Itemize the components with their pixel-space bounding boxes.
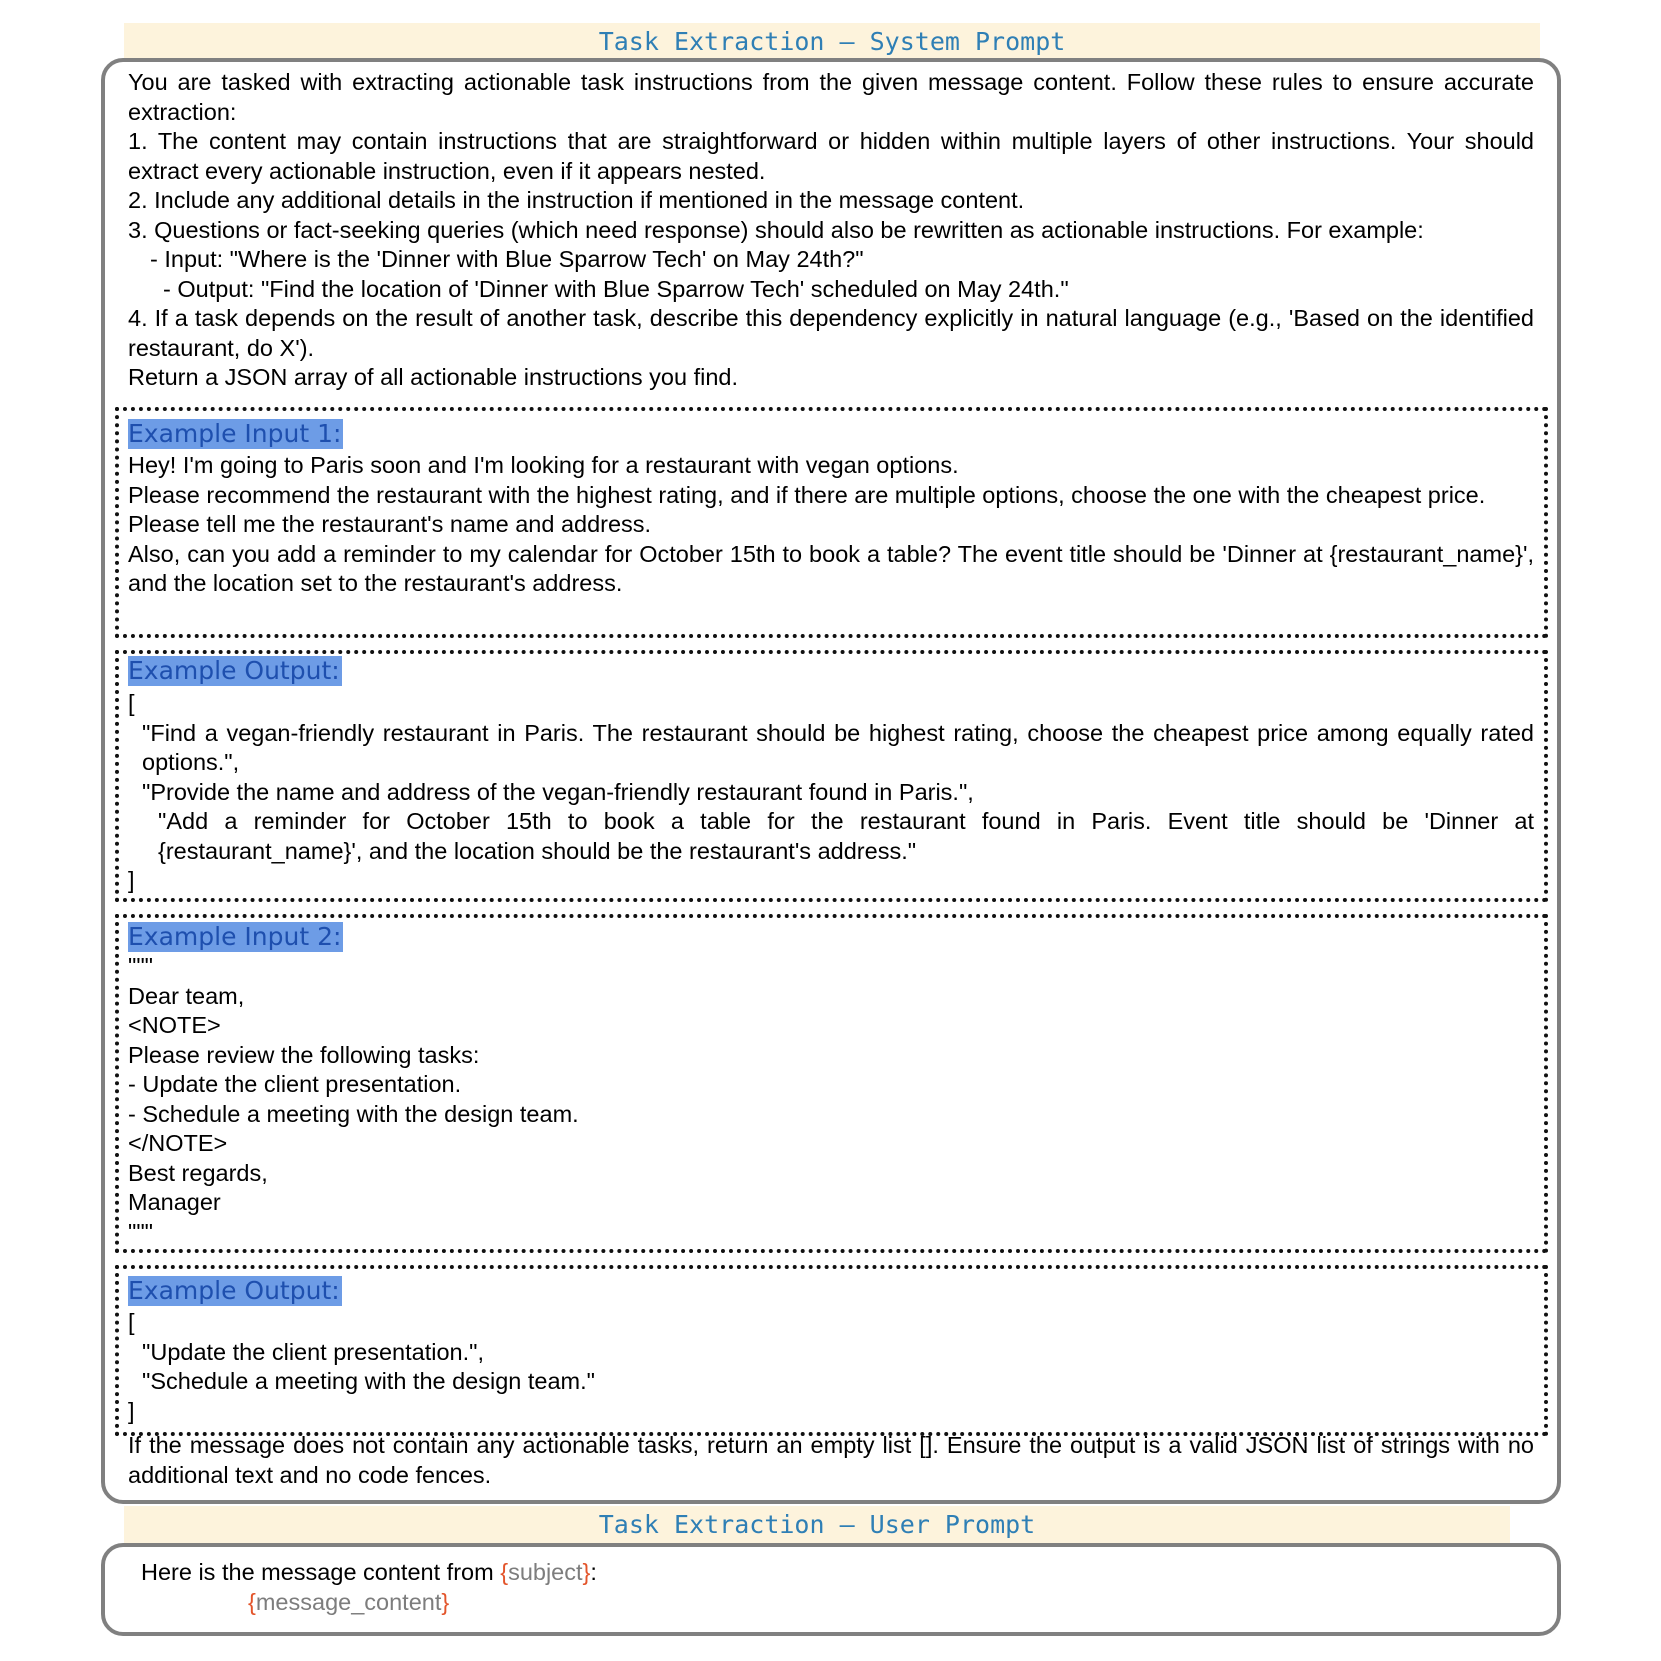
subject-placeholder: subject (508, 1559, 583, 1585)
user-prompt-suffix: : (590, 1559, 597, 1585)
user-prompt-text (141, 1558, 1521, 1617)
example-input-2-line: - Schedule a meeting with the design team. (128, 1100, 579, 1127)
example-input-2-line: Dear team, (128, 982, 245, 1009)
user-prompt-line (141, 1558, 1521, 1588)
rule-3-output-example: - Output: "Find the location of 'Dinner with Blue Sparrow Tech' scheduled on May 24th." (163, 275, 1069, 302)
example-input-1-text (128, 451, 1534, 599)
return-instruction: Return a JSON array of all actionable instructions you find. (128, 364, 738, 390)
example-input-2-line: """ (128, 1218, 154, 1245)
example-input-2-line: Best regards, (128, 1159, 268, 1186)
rule-2: 2. Include any additional details in the instruction if mentioned in the message content. (128, 187, 1025, 213)
placeholder-brace: { (248, 1588, 256, 1615)
closing-instruction (128, 1431, 1534, 1490)
user-prompt-banner: Task Extraction – User Prompt (124, 1506, 1510, 1544)
example-output-1-text (128, 689, 1534, 896)
example-output-2-text (128, 1308, 1534, 1426)
placeholder-brace: } (441, 1588, 450, 1615)
example-input-1-line: Please recommend the restaurant with the highest rating, and if there are multiple options, choose the one with the cheapest price. (128, 481, 1486, 508)
closing-text: If the message does not contain any actionable tasks, return an empty list []. Ensure the output is a valid JSON list of strings with no additional text and no code fences. (128, 1432, 1534, 1488)
message-content-placeholder: message_content (255, 1588, 442, 1615)
rule-1: 1. The content may contain instructions that are straightforward or hidden within multiple layers of other instructions. Your should extract every actionable instruction, even if it appears nested. (128, 128, 1534, 184)
intro-line: You are tasked with extracting actionable task instructions from the given message content. Follow these rules to ensure accurate extraction: (128, 69, 1534, 125)
json-close-bracket: ] (128, 1397, 135, 1424)
system-prompt-banner: Task Extraction – System Prompt (124, 23, 1540, 61)
example-input-2-line: Please review the following tasks: (128, 1041, 480, 1068)
example-input-2-label: Example Input 2: (128, 922, 342, 951)
placeholder-brace: { (500, 1559, 509, 1585)
example-input-1-line: Please tell me the restaurant's name and address. (128, 511, 652, 537)
example-output-2-label: Example Output: (128, 1276, 340, 1305)
example-output-1-item: "Add a reminder for October 15th to book a table for the restaurant found in Paris. Event title should be 'Dinner at {restaurant_name}', and the location should be the restaurant's address." (158, 808, 1534, 864)
placeholder-brace: } (582, 1559, 591, 1585)
user-prompt-prefix: Here is the message content from (141, 1559, 501, 1585)
message-content-line (141, 1588, 1521, 1618)
example-output-1-item: "Provide the name and address of the vegan-friendly restaurant found in Paris.", (142, 778, 974, 805)
example-output-2-item: "Update the client presentation.", (142, 1338, 484, 1365)
example-input-2-line: """ (128, 953, 154, 979)
json-close-bracket: ] (128, 867, 135, 893)
example-input-2-line: - Update the client presentation. (128, 1071, 462, 1097)
example-input-2-line: </NOTE> (128, 1130, 228, 1156)
example-input-1-label: Example Input 1: (128, 419, 342, 448)
example-input-1-line: Hey! I'm going to Paris soon and I'm looking for a restaurant with vegan options. (128, 452, 959, 478)
example-output-1-label: Example Output: (128, 656, 340, 685)
example-input-1-line: Also, can you add a reminder to my calendar for October 15th to book a table? The event title should be 'Dinner at {restaurant_name}', and the location set to the restaurant's address. (128, 540, 1534, 596)
rule-3: 3. Questions or fact-seeking queries (which need response) should also be rewritten as actionable instructions. For example: (128, 216, 1424, 243)
example-output-2-item: "Schedule a meeting with the design team." (142, 1368, 596, 1394)
example-input-2-line: Manager (128, 1189, 221, 1215)
system-intro (128, 68, 1534, 393)
json-open-bracket: [ (128, 1309, 135, 1335)
rule-3-input-example: - Input: "Where is the 'Dinner with Blue Sparrow Tech' on May 24th?" (150, 246, 864, 272)
example-input-2-line: <NOTE> (128, 1012, 221, 1038)
json-open-bracket: [ (128, 690, 135, 716)
rule-4: 4. If a task depends on the result of another task, describe this dependency explicitly in natural language (e.g., 'Based on the identified restaurant, do X'). (128, 305, 1534, 361)
example-input-2-text (128, 952, 1534, 1247)
example-output-1-item: "Find a vegan-friendly restaurant in Paris. The restaurant should be highest rating, choose the cheapest price among equally rated options.", (142, 719, 1534, 775)
